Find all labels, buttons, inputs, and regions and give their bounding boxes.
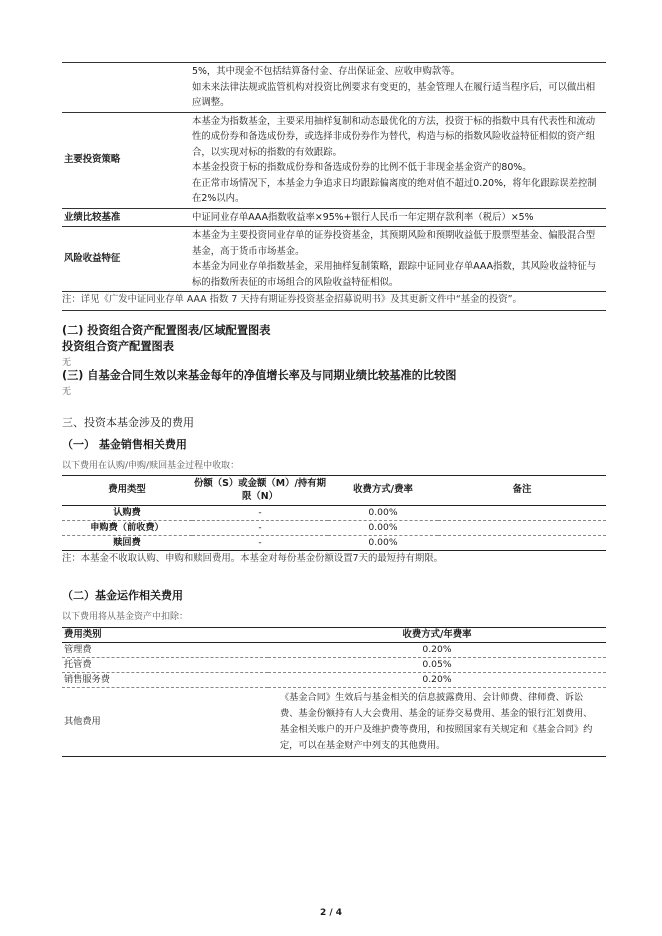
page-number: 2 / 4	[319, 908, 343, 918]
table-row	[62, 658, 606, 673]
col-header: 备注	[512, 484, 532, 496]
document-page	[62, 62, 606, 757]
table-row	[62, 520, 606, 535]
operations-fees-intro: 以下费用将从基金资产中扣除：	[62, 612, 189, 622]
performance-content: 无	[62, 386, 72, 397]
content-line: 在正常市场情况下，本基金力争追求日均跟踪偏离度的绝对值不超过0.20%，将年化跟踪误差控制在2%以内。	[192, 177, 597, 204]
col-header: 份额（S）或金额（M）/持有期限（N）	[194, 477, 327, 502]
table-row	[62, 227, 606, 292]
table-header-row	[62, 628, 606, 643]
col-header: 费用类型	[108, 484, 146, 496]
operations-fees-heading: （二）基金运作相关费用	[62, 589, 183, 602]
content-line: 本基金为主要投资同业存单的证券投资基金，其预期风险和预期收益低于股票型基金、偏股混合型基金，高于货币市场基金。	[192, 230, 596, 257]
sales-fees-note: 注：本基金不收取认购、申购和赎回费用。本基金对每份基金份额设置7天的最短持有期限。	[62, 552, 443, 564]
table-row	[62, 643, 606, 658]
fee-category: 托管费	[62, 658, 268, 673]
fee-remark	[438, 520, 606, 535]
content-line: 本基金投资于标的指数成份券和备选成份券的比例不低于非现金基金资产的80%。	[192, 162, 532, 173]
row-content	[190, 63, 606, 113]
row-label	[62, 63, 190, 113]
fee-remark	[438, 535, 606, 550]
table-row	[62, 208, 606, 227]
fee-category: 销售服务费	[62, 673, 268, 688]
row-label: 风险收益特征	[64, 253, 121, 265]
row-label: 业绩比较基准	[64, 211, 121, 223]
row-content	[190, 208, 606, 227]
fee-rate: 0.20%	[268, 643, 606, 658]
fees-title: 三、投资本基金涉及的费用	[62, 415, 194, 429]
allocation-content: 无	[62, 357, 72, 368]
content-line: 中证同业存单AAA指数收益率×95%+银行人民币一年定期存款利率（税后）×5%	[192, 211, 534, 223]
content-line: 本基金为同业存单指数基金，采用抽样复制策略，跟踪中证同业存单AAA指数，其风险收益特征与标的指数所表征的市场组合的风险收益特征相似。	[192, 261, 597, 288]
col-header: 收费方式/年费率	[268, 628, 606, 643]
table-row	[62, 688, 606, 757]
operations-fee-table	[62, 627, 606, 757]
sales-fees-heading: （一） 基金销售相关费用	[62, 437, 187, 451]
content-line: 如未来法律法规或监管机构对投资比例要求有变更的，基金管理人在履行适当程序后，可以做出相应调整。	[192, 81, 596, 108]
table-row	[62, 63, 606, 113]
fee-remark	[438, 505, 606, 520]
fee-period: -	[192, 505, 328, 520]
content-line: 本基金为指数基金，主要采用抽样复制和动态最优化的方法，投资于标的指数中具有代表性和流动性的成份券和备选成份券，或选择非成份券作为替代，构造与标的指数风险收益特征相似的资产组合，以实现对标的指数的有效跟踪。	[192, 115, 596, 158]
table-row	[62, 673, 606, 688]
overview-note: 注：详见《广发中证同业存单 AAA 指数 7 天持有期证券投资基金招募说明书》及其更新文件中“基金的投资”。	[62, 292, 606, 311]
fee-rate: 0.00%	[328, 505, 438, 520]
fund-overview-table	[62, 62, 606, 292]
table-row	[62, 535, 606, 550]
col-header: 收费方式/费率	[353, 484, 413, 496]
fee-period: -	[192, 535, 328, 550]
row-content	[190, 227, 606, 292]
fee-type: 申购费（前收费）	[62, 520, 192, 535]
fee-type: 赎回费	[62, 535, 192, 550]
content-line: 5%，其中现金不包括结算备付金、存出保证金、应收申购款等。	[192, 66, 461, 77]
row-content	[190, 112, 606, 208]
table-header-row	[62, 475, 606, 505]
table-row	[62, 112, 606, 208]
section-heading-performance: (三) 自基金合同生效以来基金每年的净值增长率及与同期业绩比较基准的比较图	[62, 368, 457, 382]
fee-rate: 0.20%	[268, 673, 606, 688]
other-fees-description: 《基金合同》生效后与基金相关的信息披露费用、会计师费、律师费、诉讼费、基金份额持有人大会费用、基金的证券交易费用、基金的银行汇划费用、基金相关账户的开户及维护费等费用，和按照国家有关规定和《基金合同》约定，可以在基金财产中列支的其他费用。	[268, 688, 606, 757]
col-header: 费用类别	[62, 628, 268, 643]
fee-category: 管理费	[62, 643, 268, 658]
sales-fee-table	[62, 475, 606, 551]
sales-fees-intro: 以下费用在认购/申购/赎回基金过程中收取：	[62, 460, 240, 471]
fee-type: 认购费	[62, 505, 192, 520]
table-row	[62, 505, 606, 520]
section-heading-allocation: (二) 投资组合资产配置图表/区域配置图表	[62, 323, 271, 337]
fee-rate: 0.00%	[328, 520, 438, 535]
row-label: 主要投资策略	[64, 154, 121, 166]
fee-rate: 0.05%	[268, 658, 606, 673]
fee-rate: 0.00%	[328, 535, 438, 550]
fee-category: 其他费用	[62, 688, 268, 757]
section-subheading-allocation: 投资组合资产配置图表	[62, 339, 174, 353]
fee-period: -	[192, 520, 328, 535]
